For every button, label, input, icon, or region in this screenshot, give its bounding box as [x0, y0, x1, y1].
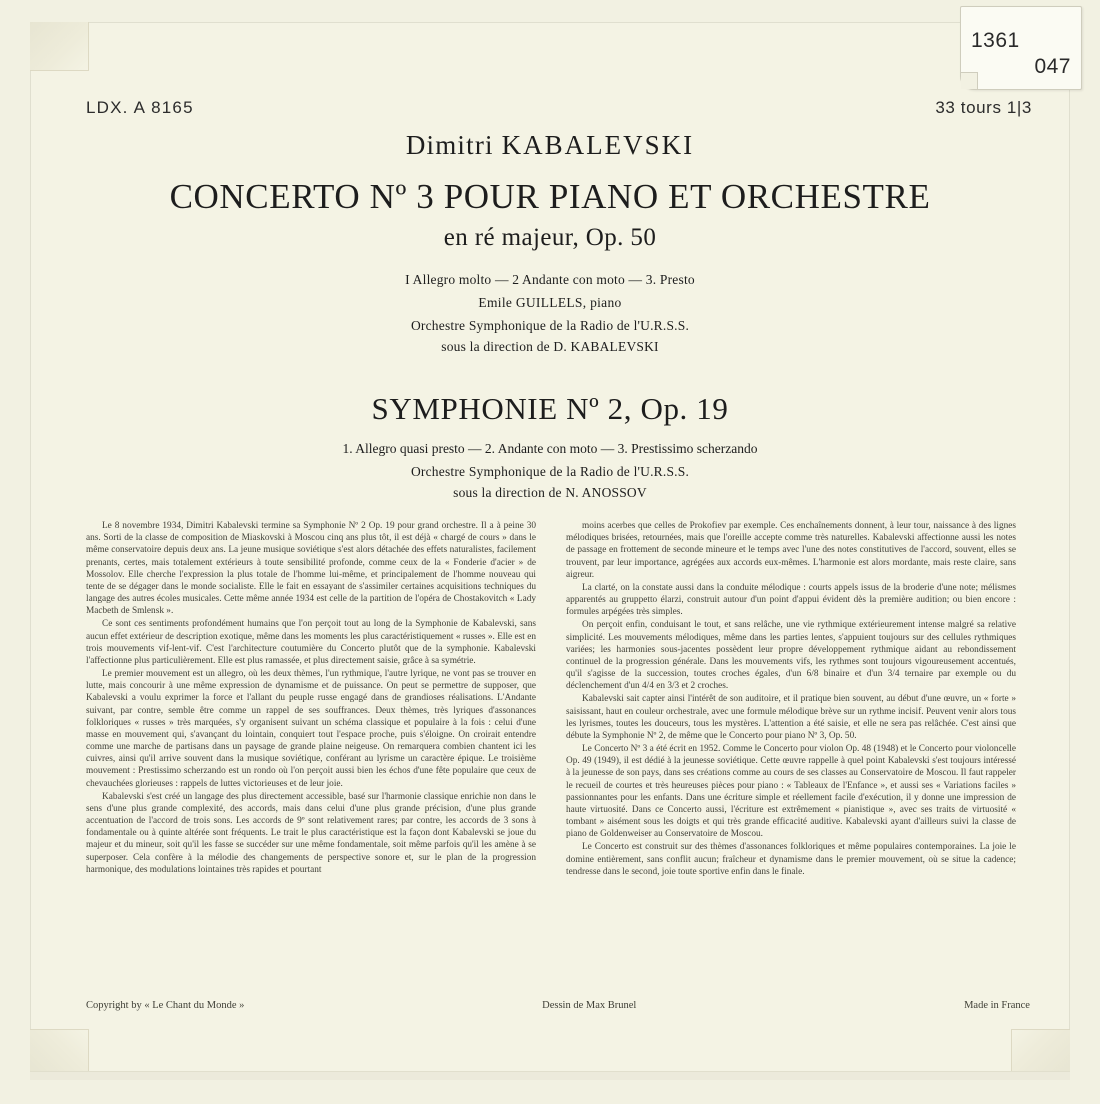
paragraph: Kabalevski sait capter ainsi l'intérêt de son auditoire, et il pratique bien souvent, au début d'une œuvre, un « forte » saisissant, haut en couleur orchestrale, avec une formule mélodique brève sur un rythme incisif. Peuvent venir alors tous les lyrismes, toutes les douceurs, tous les mystères. L'attention a été saisie, et elle ne sera pas relâchée. C'est ainsi que débute la Symphonie Nº 2, de même que le Concerto pour piano Nº 3, Op. 50.: [566, 694, 1016, 741]
work-1-subtitle: en ré majeur, Op. 50: [443, 224, 657, 252]
sticker-number-secondary: 047: [1034, 55, 1071, 78]
paragraph: La clarté, on la constate aussi dans la conduite mélodique : courts appels issus de la broderie d'une note; mélismes apparentés au gruppetto élarzi, construit autour d'un point d'appui évident dès la première audition; ou bien encore : formules arpégées très simples.: [566, 582, 1016, 618]
work-1-conductor: sous la direction de D. KABALEVSKI: [441, 339, 659, 355]
work-2-movements: 1. Allegro quasi presto — 2. Andante con moto — 3. Prestissimo scherzando: [342, 441, 758, 457]
record-speed: 33 tours 1|3: [935, 98, 1032, 117]
corner-fold-bottom-left: [30, 1029, 89, 1074]
work-1-soloist: Emile GUILLELS, piano: [478, 295, 622, 311]
composer-last-name: KABALEVSKI: [501, 130, 695, 160]
copyright-notice: Copyright by « Le Chant du Monde »: [86, 1000, 245, 1011]
composer-first-name: Dimitri: [405, 130, 494, 160]
work-2-ensemble: Orchestre Symphonique de la Radio de l'U.R.S.S.: [410, 464, 690, 480]
paragraph: Kabalevski s'est créé un langage des plus directement accessible, basé sur l'harmonie classique enrichie non dans le sens d'une plus grande complexité, des accords, mais dans celui d'une plus grande précision, d'une plus grande accentuation de l'accord de trois sons. Les accords de 9º sont relativement rares; par contre, les accords de 3 sons à fondamentale ou à quinte altérée sont fréquents. Le trait le plus caractéristique est la façon dont Kabalevski se joue du majeur et du mineur, soit qu'il les fasse se succéder sur une même fondamentale, soit même parfois qu'il les amène à se superposer. Cela confère à la mélodie des changements de perspective sonore et, sur le plan de la progression harmonique, des modulations lointaines très rapides et pourtant: [86, 791, 536, 875]
sticker-number-primary: 1361: [971, 29, 1020, 52]
corner-fold-bottom-right: [1011, 1029, 1070, 1074]
paragraph: Le Concerto est construit sur des thèmes d'assonances folkloriques et même populaires contemporaines. La joie le domine entièrement, sans conflit aucun; fraîcheur et dynamisme dans le premier mouvement, où se situe la cadence; tendresse dans le second, joie toute sportive enfin dans le finale.: [566, 842, 1016, 877]
liner-notes-right-column: [566, 520, 1016, 879]
paragraph: Ce sont ces sentiments profondément humains que l'on perçoit tout au long de la Symphonie de Kabalevski, sans aucun effet extérieur de description exotique, même dans les moments les plus caractéristiquement « russes ». Elle est en trois mouvements vif-lent-vif. C'est l'architecture coutumière du Concerto plutôt que de la symphonie. Kabalevski l'affectionne plus particulièrement. Elle est plus ramassée, et plus directement saisie, grâce à sa symétrie.: [86, 619, 536, 666]
country-of-origin: Made in France: [964, 1000, 1030, 1011]
catalog-sticker: [960, 6, 1082, 90]
work-1-movements: I Allegro molto — 2 Andante con moto — 3. Presto: [405, 272, 695, 288]
paragraph: moins acerbes que celles de Prokofiev par exemple. Ces enchaînements donnent, à leur tour, naissance à des lignes mélodiques brisées, retournées, mais que l'oreille accepte comme très naturelles. Kabalevski affectionne aussi les notes de passage en frottement de seconde mineure et le temps avec l'une des notes constitutives de l'accord, souvent, elles se trouvent, par leur importance, agrégées aux accords eux-mêmes. L'harmonie est alors mordante, mais reste claire, sans aigreur.: [566, 521, 1016, 580]
paragraph: Le 8 novembre 1934, Dimitri Kabalevski termine sa Symphonie Nº 2 Op. 19 pour grand orchestre. Il a à peine 30 ans. Sorti de la classe de composition de Miaskovski à Moscou cinq ans plus tôt, il est déjà « chargé de cours » dans le même conservatoire depuis deux ans. La jeune musique soviétique s'est alors détachée des effets naturalistes, facilement prenants, certes, mais totalement extérieurs à toute sensibilité profonde, comme ceux de la « Fonderie d'acier » de Mossolov. Elle cherche l'expression la plus totale de l'homme lui-même, et principalement de l'homme nouveau qui tente de se dégager dans le monde socialiste. Elle le fait en essayant de s'assimiler certaines acquisitions techniques du langage des autres écoles musicales. Cette même année 1934 est celle de la partition de l'opéra de Chostakovitch « Lady Macbeth de Smlensk ».: [86, 521, 536, 617]
artwork-credit: Dessin de Max Brunel: [542, 1000, 637, 1011]
paragraph: Le premier mouvement est un allegro, où les deux thèmes, l'un rythmique, l'autre lyrique, ne vont pas se trouver en lutte, mais concourir à une même expression de dynamisme et de puissance. On peut se permettre de supposer, que Kabalevski a voulu exprimer la force et l'allant du peuple russe engagé dans de grandioses réalisations. L'Andante suivant, par contre, semble être comme un rappel de ses souffrances. Deux thèmes, très lyriques d'assonances folkloriques « russes » très marquées, s'y organisent suivant un schéma classique et populaire à la fois : celui d'une masse en mouvement qui, s'avançant du lointain, conquiert tout l'espace proche, puis s'éloigne. On croirait entendre comme une marche de partisans dans un paysage de grande plaine neigeuse. On remarquera combien chantent ici les cuivres, ainsi qu'il arrive souvent dans la musique soviétique, conférant au lyrisme un caractère épique. Le troisième mouvement : Prestissimo scherzando est un rondo où l'on perçoit aussi bien les échos d'une fête populaire que ceux de chevauchées glorieuses : rappels de luttes victorieuses et de leur joie.: [86, 669, 536, 789]
sleeve-bottom-edge: [30, 1071, 1070, 1080]
work-2-title: SYMPHONIE Nº 2, Op. 19: [371, 391, 729, 427]
sleeve-footer: [86, 1000, 1030, 1011]
paragraph: On perçoit enfin, conduisant le tout, et sans relâche, une vie rythmique extérieurement intense malgré sa relative simplicité. Les mouvements mélodiques, même dans les parties lentes, s'appuient toujours sur des cellules rythmiques variées; les harmonies sous-jacentes possèdent leur propre développement rythmique aidant au rebondissement continuel de la progression générale. Dans les mouvements vifs, les rythmes sont toujours vigoureusement accentués, qu'il s'agisse de la succession, toutes croches égales, d'un 6/8 binaire et d'un 3/4 ternaire par exemple ou du déclenchement d'un 4/4 en 3/3 et 2 croches.: [566, 620, 1016, 692]
liner-notes: [86, 520, 1016, 879]
corner-fold-top-left: [30, 22, 89, 71]
composer-name: [0, 130, 1100, 161]
work-1-title: CONCERTO Nº 3 POUR PIANO ET ORCHESTRE: [169, 177, 931, 216]
paragraph: Le Concerto Nº 3 a été écrit en 1952. Comme le Concerto pour violon Op. 48 (1948) et le Concerto pour violoncelle Op. 49 (1949), il est dédié à la jeunesse soviétique. Cette œuvre rappelle à quel point Kabalevski s'est toujours intéressé à la jeunesse de son pays, dans ses créations comme au cours de ses classes au Conservatoire de Moscou. Il faut rappeler le recueil de courtes et très heureuses pièces pour piano : « Tableaux de l'Enfance », et aussi ses « Variations faciles » passionnantes pour les enfants. Dans une écriture simple et réellement facile d'exécution, il y donne une impression de haute virtuosité. Dans ce Concerto aussi, l'écriture est extrêmement « pianistique », avec ses traits de virtuosité « tombant » aisément sous les doigts et qui très grande efficacité auditive. Kabalevski ayant d'ailleurs suivi la classe de piano de Goldenweiser au Conservatoire de Moscou.: [566, 744, 1016, 840]
work-2-conductor: sous la direction de N. ANOSSOV: [453, 485, 647, 501]
sticker-corner-cut: [961, 72, 978, 89]
catalog-number: LDX. A 8165: [86, 98, 194, 117]
work-1-ensemble: Orchestre Symphonique de la Radio de l'U.R.S.S.: [410, 318, 690, 334]
liner-notes-left-column: [86, 520, 536, 879]
title-block: [0, 130, 1100, 501]
